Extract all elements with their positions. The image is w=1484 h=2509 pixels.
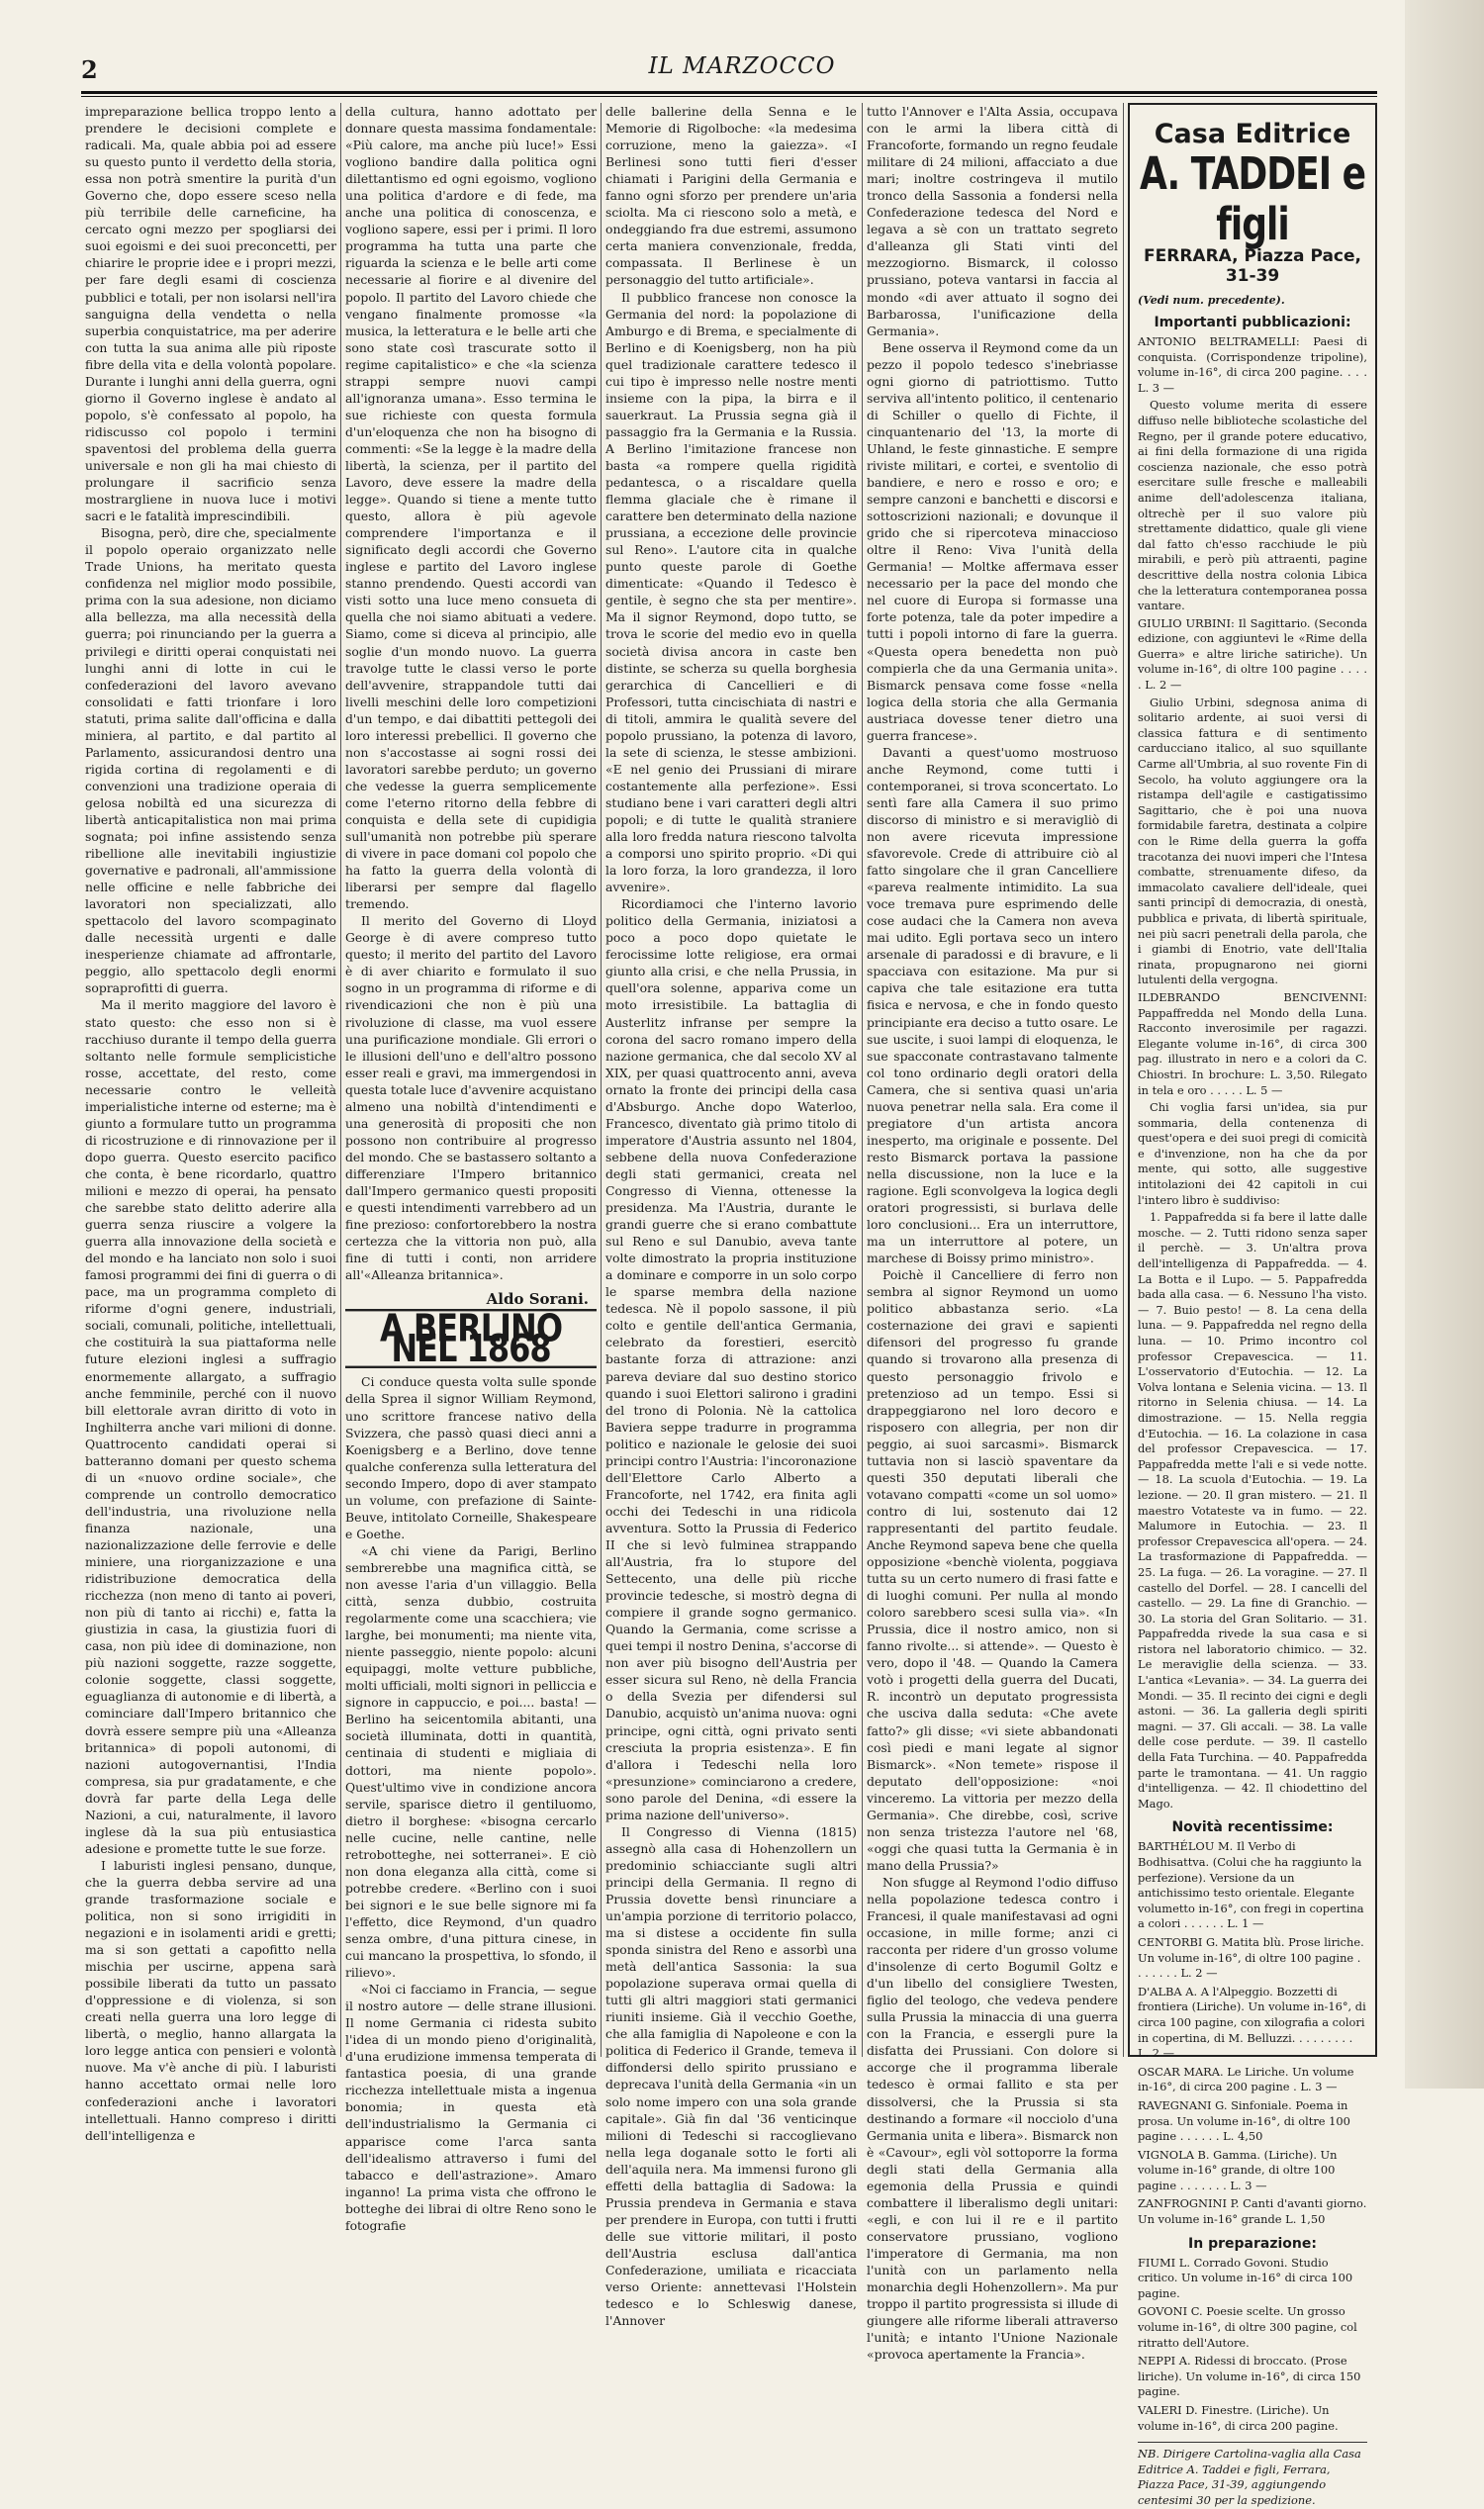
paragraph: Bene osserva il Reymond come da un pezzo il popolo tedesco s'inebriasse ogni giorno di patriottismo. Tutto serviva all'intento politico, il centenario di Schiller o quello di Fichte, il cinquantenario del '13, la morte di Uhland, le feste ginnastiche. E sempre riviste militari, e cortei, e sventolio di bandiere, e nero e rosso e oro; e sempre canzoni e banchetti e discorsi e sottoscrizioni nazionali; e dovunque il grido che si ripercoteva minaccioso oltre il Reno: Viva l'unità della Germania! — Moltke affermava esser necessario per la pace del mondo che nel cuore di Europa si formasse una forte potenza, tale da poter impedire a tutti i popoli intorno di fare la guerra. «Questa opera benedetta non può compierla che da una Germania unita». Bismarck pensava come fosse «nella logica della storia che alla Germania austriaca dovesse tener dietro una guerra francese». <box>867 339 1118 743</box>
paragraph: Il pubblico francese non conosce la Germania del nord: la popolazione di Amburgo e di Brema, e specialmente di Berlino e di Koenigsberg, non ha più quel tradizionale carattere tedesco il cui tipo è impresso nelle nostre menti insieme con la pipa, la birra e il sauerkraut. La Prussia segna già il passaggio fra la Germania e la Russia. A Berlino l'imitazione francese non basta «a rompere quella rigidità pedantesca, o a riscaldare quella flemma glaciale che è rimane il carattere ben determinato della nazione prussiana, a eccezione delle provincie sul Reno». L'autore cita in qualche punto queste parole di Goethe dimenticate: «Quando il Tedesco è gentile, è segno che sta per mentire». Ma il signor Reymond, dopo tutto, se trova le scorie del medio evo in quella società divisa ancora in caste ben distinte, se scherza su quella borghesia gerarchica di Cancellieri e di Professori, tutta cincischiata di nastri e di titoli, ammira le qualità severe del popolo prussiano, la potenza di lavoro, la sete di scienza, le stesse ambizioni. «E nel genio dei Prussiani di mirare costantemente alla perfezione». Essi studiano bene i vari caratteri degli altri popoli; e di tutte le qualità straniere alla loro fredda natura riescono talvolta a comporsi uno spirito proprio. «Di qui la loro forza, la loro grandezza, il loro avvenire». <box>605 289 857 895</box>
ad-publisher-label: Casa Editrice <box>1154 119 1351 149</box>
paragraph: Poichè il Cancelliere di ferro non sembra al signor Reymond un uomo politico abbastanza serio. «La costernazione dei gravi e sapienti difensori del progresso fu grande quando si trovarono alla presenza di questo personaggio frivolo e pretenzioso ad un tempo. Essi si drappeggiarono nel loro decoro e risposero con allegria, per non dir peggio, ai suoi sarcasmi». Bismarck tuttavia non si lasciò spaventare da questi 350 deputati liberali che votavano compatti «come un sol uomo» contro di lui, sostenuto dai 12 rappresentanti del partito feudale. Anche Reymond sapeva bene che quella opposizione «benchè violenta, poggiava tutta su un certo numero di frasi fatte e di luoghi comuni. Per nulla al mondo coloro sarebbero scesi sulla via». «In Prussia, dice il nostro amico, non si fanno rivolte... si attende». — Questo è vero, dopo il '48. — Quando la Camera votò i progetti della guerra del Ducati, R. incontrò un deputato progressista che usciva dalla seduta: «Che avete fatto?» gli disse; «vi siete abbandonati così piedi e mani legate al signor Bismarck». «Non temete» rispose il deputato dell'opposizione: «noi vinceremo. La vittoria per mezzo della Germania». Che direbbe, così, scrive non senza tristezza l'autore nel '68, «oggi che quasi tutta la Germania è in mano della Prussia?» <box>867 1267 1118 1873</box>
paragraph: impreparazione bellica troppo lento a prendere le decisioni complete e radicali. Ma, quale abbia poi ad essere su questo punto il verdetto della storia, essa non potrà smentire la purità d'un Governo che, dopo essere sceso nella più terribile delle carneficine, ha cercato ogni mezzo per spogliarsi dei suoi egoismi e dei suoi preconcetti, per chiarire le proprie idee e i propri mezzi, per fare degli esami di coscienza pubblici e totali, per non isolarsi nell'ira sanguigna della vendetta o nella superbia conquistatrice, ma per aderire con tutta la sua anima alle più riposte fibre della vita e della volontà popolare. Durante i lunghi anni della guerra, ogni giorno il Governo inglese è andato al popolo, s'è confessato al popolo, ha ridiscusso col popolo i termini spaventosi del problema della guerra universale e non gli ha mai chiesto di prolungare il sacrificio senza mostrargliene in nuova luce i motivi sacri e le fatalità imprescindibili. <box>85 104 336 524</box>
ad-list-item: NEPPI A. Ridessi di broccato. (Prose liriche). Un volume in-16°, di circa 150 pagine. <box>1138 2354 1361 2399</box>
paragraph: Ricordiamoci che l'interno lavorio politico della Germania, iniziatosi a poco a poco dopo quietate le ferocissime lotte religiose, era ormai giunto alla crisi, e che nella Prussia, in quell'ora solenne, appariva come un moto irresistibile. La battaglia di Austerlitz infranse per sempre la corona del sacro romano impero della nazione germanica, che dal secolo XV al XIX, per quasi quattrocento anni, aveva ornato la fronte dei principi della casa d'Absburgo. Anche dopo Waterloo, Francesco, diventato già primo titolo di imperatore d'Austria assunto nel 1804, sebbene della nuova Confederazione degli stati germanici, creata nel Congresso di Vienna, ottenesse la presidenza. Ma l'Austria, durante le grandi guerre che si erano combattute sul Reno e sul Danubio, aveva tante volte dimostrato la propria instituzione a dominare e comporre in un solo corpo le sparse membra della nazione tedesca. Nè il popolo sassone, il più colto e gentile dell'antica Germania, celebrato da forestieri, esercitò bastante forza di attrazione: anzi pareva deviare dal suo destino storico quando i suoi Elettori salirono i gradini del trono di Polonia. Nè la cattolica Baviera seppe tradurre in programma politico e nazionale le gelosie dei suoi principi contro l'Austria: l'incoronazione dell'Elettore Carlo Alberto a Francoforte, nel 1742, era finita agli occhi dei Tedeschi in una ridicola avventura. Sotto la Prussia di Federico II che si levò fulminea strappando all'Austria, fra lo stupore del Settecento, una delle più ricche provincie tedesche, si mostrò degna di compiere il grande sogno germanico. Quando la Germania, come scrisse a quei tempi il nostro Denina, s'accorse di non aver più bisogno dell'Austria per esser sicura sul Reno, nè della Francia o della Svezia per difendersi sul Danubio, acquistò un'anima nuova: ogni principe, ogni città, ogni privato senti cresciuta la propria esistenza». E fin d'allora i Tedeschi nella loro «presunzione» cominciarono a credere, sono parole del Denina, «di essere la prima nazione dell'universo». <box>605 896 857 1822</box>
column-divider <box>340 103 341 2057</box>
column-divider <box>601 103 602 2057</box>
ad-section-heading: Novità recentissime: <box>1171 1819 1334 1836</box>
page-edge-shadow <box>1405 0 1484 2089</box>
paragraph: Il Congresso di Vienna (1815) assegnò alla casa di Hohenzollern un predominio schiacciante sugli altri principi della Germania. Il regno di Prussia dovette bensì rinunciare a un'ampia porzione di territorio polacco, ma si distese a occidente fin sulla sponda sinistra del Reno e assorbì una metà dell'antica Sassonia: la sua popolazione superava ormai quella di tutti gli altri maggiori stati germanici riuniti insieme. Già il vecchio Goethe, che alla famiglia di Napoleone e con la politica di Federico il Grande, temeva il diffondersi dello spirito prussiano e deprecava l'unità della Germania «in un solo nome impero con una sola grande capitale». Già fin dal '36 venticinque milioni di Tedeschi si raccoglievano nella lega doganale sotto le forti ali dell'aquila nera. Ma immensi furono gli effetti della battaglia di Sadowa: la Prussia prendeva in Germania e stava per prendere in Europa, con tutti i frutti delle sue vittorie militari, il posto dell'Austria esclusa dall'antica Confederazione, umiliata e ricacciata verso Oriente: annettevasi l'Holstein tedesco e lo Schleswig danese, l'Annover <box>605 1823 857 2329</box>
ad-list-item: ZANFROGNINI P. Canti d'avanti giorno. Un volume in-16° grande L. 1,50 <box>1138 2196 1367 2227</box>
paragraph: Ci conduce questa volta sulle sponde della Sprea il signor William Reymond, uno scrittore francese nativo della Svizzera, che passò quasi dieci anni a Koenigsberg e a Berlino, dove tenne qualche conferenza sulla letteratura del secondo Impero, dopo di aver stampato un volume, con prefazione di Sainte-Beuve, intitolato Corneille, Shakespeare e Goethe. <box>345 1374 597 1541</box>
ad-publication-description: Giulio Urbini, sdegnosa anima di solitario ardente, ai suoi versi di classica fattura e di sentimento carducciano italico, al suo squillante Carme all'Umbria, al suo rovente Fin di Secolo, ha voluto aggiungere ora la ristampa dell'agile e castigatissimo Sagittario, che è poi una nuova formidabile faretra, destinata a colpire con le Rime della guerra la goffa tracotanza dei nuovi imperi che l'Intesa combatte, strenuamente difeso, da immacolato cavaliere dell'ideale, quei santi principî di democrazia, di onestà, pubblica e privata, di libertà spirituale, nei più sacri penetrali della parola, che i giambi di Enotrio, vate dell'Italia rinata, propugnarono nei giorni lutulenti della vergogna. <box>1138 695 1367 987</box>
column-divider <box>1123 103 1124 2057</box>
ad-section-heading: In preparazione: <box>1188 2235 1317 2252</box>
ad-list-item: FIUMI L. Corrado Govoni. Studio critico. Un volume in-16° di circa 100 pagine. <box>1138 2255 1353 2300</box>
ad-publication: ILDEBRANDO BENCIVENNI: Pappaffredda nel Mondo della Luna. Racconto inverosimile per ragazzi. Elegante volume in-16°, di circa 300 pag. illustrato in nero e a colori da C. Chiostri. In brochure: L. 3,50. Rilegato in tela e oro . . . . . L. 5 — <box>1138 989 1367 1097</box>
ad-publisher-name: A. TADDEI e figli <box>1139 148 1366 251</box>
paragraph: Bisogna, però, dire che, specialmente il popolo operaio organizzato nelle Trade Unions, ha meritato questa confidenza nel miglior modo possibile, prima con la sua adesione, non diciamo alla bellezza, ma alla necessità della guerra; poi rinunciando per la guerra a privilegi e diritti operai conquistati nei lunghi anni di lotte in cui le confederazioni del lavoro avevano consolidati e fatti trionfare i loro statuti, prima salite dall'officina e dalla miniera, al partito, e dal partito al Parlamento, assicurandosi dentro una rigida cortina di regolamenti e di convenzioni una tradizione operaia di gelosa nobiltà ed una sicurezza di libertà anticapitalistica non mai prima sognata; poi infine assistendo senza ribellione alle inevitabili ingiustizie governative e padronali, all'ammissione nelle officine e nelle fabbriche dei lavoratori non specializzati, allo spettacolo del lavoro scompaginato dalle necessità urgenti e dalle inesperienze chiamate ad affrontarle, peggio, allo spettacolo degli enormi sopraprofitti di guerra. <box>85 525 336 996</box>
column-1 <box>85 103 336 2143</box>
column-divider <box>862 103 863 2057</box>
article-headline: A BERLINO NEL 1868 <box>345 1309 597 1368</box>
ad-ordering-note: NB. Dirigere Cartolina-vaglia alla Casa Editrice A. Taddei e figli, Ferrara, Piazza Pace, 31-39, aggiungendo centesimi 30 per la spedizione. <box>1138 2442 1367 2508</box>
ad-list-item: CENTORBI G. Matita blù. Prose liriche. Un volume in-16°, di oltre 100 pagine . . . . . . . L. 2 — <box>1138 1934 1364 1981</box>
paragraph: Non sfugge al Reymond l'odio diffuso nella popolazione tedesca contro i Francesi, il quale manifestavasi ad ogni occasione, in mille forme; anzi ci racconta per ridere d'un grosso volume d'insolenze di certo Bogumil Goltz e d'un libello del consigliere Twesten, figlio del teologo, che vedeva pendere sulla Prussia la minaccia di una guerra con la Francia, e essergli pure la disfatta dei Prussiani. Con dolore si accorge che il programma liberale tedesco è ormai fallito e sta per dissolversi, che la Prussia si sta destinando a formare «il nocciolo d'una Germania unita e libera». Bismarck non è «Cavour», egli vòl sottoporre la forma degli stati della Germania alla egemonia della Prussia e quindi combattere il liberalismo degli unitari: «egli, e con lui il re e il partito conservatore prussiano, vogliono l'imperatore di Germania, ma non l'unità con un parlamento nella monarchia degli Hohenzollern». Ma pur troppo il partito progressista si illude di giungere alle riforme liberali attraverso l'unità; e intanto l'Unione Nazionale «provoca apertamente la Francia». <box>867 1874 1118 2363</box>
newspaper-title: IL MARZOCCO <box>648 53 836 79</box>
ad-chapter-list: 1. Pappafredda si fa bere il latte dalle mosche. — 2. Tutti ridono senza saper il perchè. — 3. Un'altra prova dell'intelligenza di Pappafredda. — 4. La Botta e il Lupo. — 5. Pappafredda bada alla casa. — 6. Nessuno l'ha visto. — 7. Buio pesto! — 8. La cena della luna. — 9. Pappafredda nel regno della luna. — 10. Primo incontro col professor Crepavescica. — 11. L'osservatorio d'Eutochia. — 12. La Volva lontana e Selenia vicina. — 13. Il ritorno in Selenia chiusa. — 14. La dimostrazione. — 15. Nella reggia d'Eutochia. — 16. La colazione in casa del professor Crepavescica. — 17. Pappafredda mette l'ali e si vede notte. — 18. La scuola d'Eutochia. — 19. La lezione. — 20. Il gran mistero. — 21. Il maestro Votateste va in fumo. — 22. Malumore in Eutochia. — 23. Il professor Crepavescica all'opera. — 24. La trasformazione di Pappafredda. — 25. La fuga. — 26. La voragine. — 27. Il castello del Dorfel. — 28. I cancelli del castello. — 29. La fine di Granchio. — 30. La storia del Gran Solitario. — 31. Pappafredda rivede la sua casa e si ristora nel laboratorio chimico. — 32. Le meraviglie della scienza. — 33. L'antica «Levania». — 34. La guerra dei Mondi. — 35. Il recinto dei cigni e degli astoni. — 36. La galleria degli spiriti magni. — 37. Gli accali. — 38. La valle delle cose perdute. — 39. Il castello della Fata Turchina. — 40. Pappafredda parte le tramontana. — 41. Un raggio d'intelligenza. — 42. Il chiodettino del Mago. <box>1138 1210 1367 1811</box>
ad-section-heading: Importanti pubblicazioni: <box>1154 315 1351 330</box>
ad-publication-description: Questo volume merita di essere diffuso nelle biblioteche scolastiche del Regno, per il grande potere educativo, ai fini della formazione di una rigida coscienza nazionale, che esso potrà esercitare sulle fresche e malleabili anime dell'adolescenza italiana, oltrechè per il suo valore più strettamente didattico, quale gli viene dal fatto ch'esso racchiude le più mirabili, e però più attraenti, pagine descrittive della nostra colonia Libica che la letteratura contemporanea possa vantare. <box>1138 398 1367 613</box>
ad-list-item: RAVEGNANI G. Sinfoniale. Poema in prosa. Un volume in-16°, di oltre 100 pagine . . . . . . L. 4,50 <box>1138 2097 1350 2144</box>
header-rule-thin <box>81 96 1377 97</box>
ad-list-item: GOVONI C. Poesie scelte. Un grosso volume in-16°, di oltre 300 pagine, col ritratto dell'Autore. <box>1138 2304 1357 2350</box>
paragraph: «A chi viene da Parigi, Berlino sembrerebbe una magnifica città, se non avesse l'aria d'un villaggio. Bella città, senza dubbio, costruita regolarmente come una scacchiera; vie larghe, bei monumenti; ma niente vita, niente passeggio, niente popolo: alcuni equipaggi, molte vetture pubbliche, molti ufficiali, molti signori in pelliccia e signore in cappuccio, e poi.... basta! — Berlino ha seicentomila abitanti, una società illuminata, dotti in quantità, centinaia di studenti e migliaia di dottori, ma niente popolo». Quest'ultimo vive in condizione ancora servile, sparisce dietro il gentiluomo, dietro il borghese: «bisogna cercarlo nelle cucine, nelle cantine, nelle retrobotteghe, nei sotterranei». E ciò non dona eleganza alla città, come si potrebbe credere. «Berlino con i suoi bei signori e le sue belle signore mi fa l'effetto, dice Reymond, d'un quadro senza ombre, d'una pittura cinese, in cui mancano la prospettiva, lo sfondo, il rilievo». <box>345 1542 597 1981</box>
ad-publications <box>1138 334 1367 1812</box>
ad-publication: ANTONIO BELTRAMELLI: Paesi di conquista. (Corrispondenze tripoline), volume in-16°, di circa 200 pagine. . . . L. 3 — <box>1138 334 1367 395</box>
paragraph: Il merito del Governo di Lloyd George è di avere compreso tutto questo; il merito del partito del Lavoro è di aver chiarito e formulato il suo sogno in un programma di riforme e di rivendicazioni che non è più una rivoluzione di classe, ma vuol essere una purificazione mondiale. Gli errori o le illusioni dell'uno e dell'altro possono esser reali e gravi, ma immergendosi in questa totale luce d'avvenire acquistano almeno una nobiltà d'intendimenti e una generosità di propositi che non possono non contribuire al progresso del mondo. Che se bastassero soltanto a differenziare l'Impero britannico dall'Impero germanico questi propositi e questi intendimenti varrebbero ad un fine prezioso: confortorebbero la nostra certezza che la vittoria non può, alla fine di tutti i conti, non arridere all'«Alleanza britannica». <box>345 913 597 1283</box>
column-3 <box>605 103 857 2329</box>
ad-list-item: OSCAR MARA. Le Liriche. Un volume in-16°, di circa 200 pagine . L. 3 — <box>1138 2064 1354 2094</box>
paragraph: I laburisti inglesi pensano, dunque, che la guerra debba servire ad una grande trasformazione sociale e politica, non si sono irrigiditi in negazioni e in isolamenti aridi e gretti; ma si son gettati a capofitto nella mischia per uscirne, appena sarà possibile liberati da tutto un passato d'oppressione e di violenza, si son creati nella guerra una loro legge di libertà, o meglio, hanno allargata la loro legge antica con pensieri e volontà nuove. Ma v'è anche di più. I laburisti hanno accettato ormai nelle loro confederazioni anche i lavoratori intellettuali. Hanno compreso i diritti dell'intelligenza e <box>85 1857 336 2143</box>
ad-address: FERRARA, Piazza Pace, 31-39 <box>1144 246 1361 286</box>
paragraph: della cultura, hanno adottato per donnare questa massima fondamentale: «Più calore, ma anche più luce!» Essi vogliono bandire dalla politica ogni dilettantismo ed ogni egoismo, vogliono una politica d'ardore e di fede, ma anche una politica di conoscenza, e vogliono sapere, essi per i primi. Il loro programma ha tutta una parte che riguarda la scienza e le belle arti come necessarie al fiorire e al divenire del popolo. Il partito del Lavoro chiede che vengano finalmente promosse «la musica, la letteratura e le belle arti che sono state così trascurate sotto il regime capitalistico» e che «la scienza strappi sempre nuovi campi all'ignoranza umana». Esso termina le sue richieste con questa formula d'un'eloquenza che non ha bisogno di commenti: «Se la legge è la madre della libertà, la scienza, per il partito del Lavoro, deve essere la madre della legge». Quando si tiene a mente tutto questo, allora è più agevole comprendere l'importanza e il significato degli accordi che Governo inglese e partito del Lavoro inglese stanno prendendo. Questi accordi van visti sotto una luce meno consueta di quella che noi siamo abituati a vedere. Siamo, come si diceva al principio, alle soglie d'un mondo nuovo. La guerra travolge tutte le classi verso le porte dell'avvenire, strappandole tutti dai livelli meschini delle loro competizioni d'un tempo, e dai dibattiti pettegoli dei loro interessi prebellici. Il governo che non s'accostasse ai sogni rossi dei lavoratori sarebbe perduto; un governo che vedesse la guerra semplicemente come l'eterno ritorno della febbre di conquista e della sete di cupidigia sull'umanità non potrebbe più sperare di vivere in pace domani col popolo che ha fatto la guerra della volontà di liberarsi per sempre dal flagello tremendo. <box>345 104 597 912</box>
paragraph: tutto l'Annover e l'Alta Assia, occupava con le armi la libera città di Francoforte, formando un regno feudale militare di 24 milioni, affacciato a due mari; inoltre costringeva il mutilo tronco della Sassonia a fondersi nella Confederazione tedesca del Nord e legava a sè con un trattato segreto d'alleanza gli Stati vinti del mezzogiorno. Bismarck, il colosso prussiano, poteva vantarsi in faccia al mondo «di aver attuato il sogno dei Barbarossa, l'unificazione della Germania». <box>867 104 1118 338</box>
paragraph: Ma il merito maggiore del lavoro è stato questo: che esso non si è racchiuso durante il tempo della guerra soltanto nelle formule semplicistiche rosse, accettate, del resto, come necessarie contro le velleità imperialistiche interne od esterne; ma è giunto a formulare tutto un programma di ricostruzione e di rinnovazione per il dopo guerra. Questo esercito pacifico che conta, è bene ricordarlo, quattro milioni e mezzo di operai, ha pensato che sarebbe stato delitto aderire alla guerra senza riuscire a volgere la guerra alla innovazione della società e del mondo e ha lanciato non solo i suoi famosi programmi dei fini di guerra o di pace, ma un programma completo di riforme d'ogni genere, industriali, sociali, comunali, politiche, intellettuali, che costituirà la sua piattaforma nelle future elezioni inglesi a suffragio enormemente allargato, a suffragio anche femminile, perché con il nuovo bill elettorale avran diritto di voto in Inghilterra anche vari milioni di donne. Quattrocento candidati operai si batteranno domani per questo schema di un «nuovo ordine sociale», che comprende un controllo democratico dell'industria, una rivoluzione nella finanza nazionale, una nazionalizzazione delle ferrovie e delle miniere, una riorganizzazione e una ridistribuzione democratica della ricchezza (non meno di tanto ai poveri, non più di tanto ai ricchi) e, fatta la giustizia in casa, la giustizia fuori di casa, non più idee di dominazione, non più nazioni soggette, razze soggette, colonie soggette, classi soggette, eguaglianza di autonomie e di libertà, a cominciare dall'Impero britannico che dovrà essere sempre più una «Alleanza britannica» di popoli autonomi, di nazioni autogovernantisi, l'India compresa, sia pur gradatamente, e che dovrà far parte della Lega delle Nazioni, a cui, naturalmente, il lavoro inglese dà la sua più entusiastica adesione e promette tutte le sue forze. <box>85 997 336 1856</box>
ad-list-item: D'ALBA A. A l'Alpeggio. Bozzetti di frontiera (Liriche). Un volume in-16°, di circa 100 pagine, con xilografia a colori in copertina, di M. Belluzzi. . . . . . . . . L. 2 — <box>1138 1984 1366 2061</box>
author-signature: Aldo Sorani. <box>486 1290 589 1309</box>
ad-in-preparation <box>1138 2256 1367 2435</box>
publisher-advertisement <box>1128 103 1377 2507</box>
ad-publication-description: Chi voglia farsi un'idea, sia pur sommaria, della contenenza di quest'opera e dei suoi pregi di comicità e d'invenzione, non ha che da por mente, qui sotto, alle suggestive intitolazioni dei 42 capitoli in cui l'intero libro è suddiviso: <box>1138 1100 1367 1207</box>
header-rule <box>81 91 1377 94</box>
paragraph: «Noi ci facciamo in Francia, — segue il nostro autore — delle strane illusioni. Il nome Germania ci ridesta subito l'idea di un mondo pieno d'originalità, d'una erudizione immensa temperata di fantastica poesia, di una grande ricchezza intellettuale mista a ingenua bonomia; in questa età dell'industrialismo la Germania ci apparisce come l'arca santa dell'idealismo attraverso i fumi del tabacco e dell'astrazione». Amaro inganno! La prima vista che offrono le botteghe dei librai di oltre Reno sono le fotografie <box>345 1982 597 2233</box>
ad-note: (Vedi num. precedente). <box>1138 294 1285 307</box>
ad-list-item: BARTHÉLOU M. Il Verbo di Bodhisattva. (Colui che ha raggiunto la perfezione). Versione da un antichissimo testo orientale. Elegante volumetto in-16°, con fregi in copertina a colori . . . . . . L. 1 — <box>1138 1839 1364 1931</box>
column-2 <box>345 103 597 2233</box>
ad-publication: GIULIO URBINI: Il Sagittario. (Seconda edizione, con aggiuntevi le «Rime della Guerra» e altre liriche satiriche). Un volume in-16°, di oltre 100 pagine . . . . . L. 2 — <box>1138 615 1367 693</box>
paragraph: Davanti a quest'uomo mostruoso anche Reymond, come tutti i contemporanei, si trova sconcertato. Lo sentì fare alla Camera il suo primo discorso di ministro e si meravigliò di non avere ricevuta impressione sfavorevole. Crede di attribuire ciò al fatto singolare che il gran Cancelliere «pareva realmente intimidito. La sua voce tremava pure esprimendo delle cose audaci che la Camera non aveva mai udito. Egli portava seco un intero arsenale di paradossi e di bravure, e li spacciava con esitazione. Ma pur si capiva che tale esitazione era tutta fisica e nervosa, e che in fondo questo principiante era deciso a tutto osare. Le sue uscite, i suoi lampi di eloquenza, le sue spacconate contrastavano talmente col tono ordinario degli oratori della Camera, che si sentiva quasi un'aria nuova penetrar nella sala. Era come il pregiatore d'un artista ancora inesperto, ma originale e possente. Del resto Bismarck portava la passione nella discussione, non la luce e la ragione. Egli sconvolgeva la logica degli oratori progressisti, si burlava delle loro conclusioni... Era un interruttore, ma un interruttore al potere, un marchese di Boissy primo ministro». <box>867 744 1118 1266</box>
ad-new-releases <box>1138 1839 1367 2227</box>
ad-list-item: VIGNOLA B. Gamma. (Liriche). Un volume in-16° grande, di oltre 100 pagine . . . . . . . L. 3 — <box>1138 2147 1338 2192</box>
page-number: 2 <box>81 55 98 84</box>
ad-list-item: VALERI D. Finestre. (Liriche). Un volume in-16°, di circa 200 pagine. <box>1138 2403 1339 2433</box>
paragraph: delle ballerine della Senna e le Memorie di Rigolboche: «la medesima corruzione, meno la gaiezza». «I Berlinesi sono tutti fieri d'esser chiamati i Parigini della Germania e fanno ogni sforzo per prendere un'aria sciolta. Ma ci riescono solo a metà, e ondeggiando fra due estremi, assumono certa maniera convenzionale, fredda, compassata. Il Berlinese è un personaggio del tutto artificiale». <box>605 104 857 288</box>
column-4 <box>867 103 1118 2363</box>
